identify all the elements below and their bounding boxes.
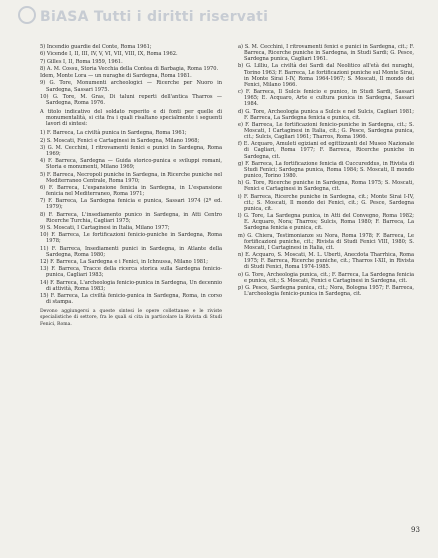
text-paragraph: 4) F. Barreca, Sardegna — Guida storico-punica e sviluppi romani, Storia e monumenti, Milano 1969; — [40, 158, 222, 171]
text-paragraph: 13) F. Barreca, Tracce della ricerca storica sulla Sardegna fenicio-punica, Cagliari 1983; — [40, 266, 222, 279]
text-paragraph: 10) G. Tore, M. Gras, Di taluni reperti dell'antica Tharros — Sardegna, Roma 1976. — [40, 93, 222, 106]
text-paragraph: 10) F. Barreca, Le fortificazioni fenicio-puniche in Sardegna, Roma 1978; — [40, 232, 222, 245]
page-number: 93 — [411, 526, 420, 534]
text-paragraph: d) G. Tore, Archeologia punica a Sulcis e nel Sulcis, Cagliari 1981; F. Barreca, La Sardegna fenicia e punica, cit. — [238, 108, 414, 121]
text-paragraph: g) F. Barreca, La fortificazione fenicia di Cuccureddus, in Rivista di Studi Fenici; Sardegna punica, Roma 1984; S. Moscati, Il mondo punico, Torino 1980. — [238, 160, 414, 179]
text-paragraph: h) G. Tore, Ricerche puniche in Sardegna, Roma 1975; S. Moscati, Fenici e Cartaginesi in Sardegna, cit. — [238, 180, 414, 193]
text-paragraph: A titolo indicativo del soldato reperito e di fonti per quelle di monumentalità, si cita fra i quali risaltano specialmente i seguenti lavori di sintesi: — [40, 108, 222, 128]
text-paragraph: 9) S. Moscati, I Cartaginesi in Italia, Milano 1977; — [40, 225, 170, 232]
left-column — [40, 44, 222, 329]
text-paragraph: 6) Vicende I, II, III, IV, V, VI, VII, VIII, IX, Roma 1962. — [40, 51, 178, 58]
text-paragraph: m) G. Chiera, Testimonianze su Nora, Roma 1978; F. Barreca, Le fortificazioni puniche, cit.; Rivista di Studi Fenici VIII, 1980; S. Moscati, I Cartaginesi in Italia, cit. — [238, 232, 414, 251]
text-paragraph: c) F. Barreca, Il Sulcis fenicio e punico, in Studi Sardi, Sassari 1965; E. Acquaro, Arte e cultura punica in Sardegna, Sassari 1984. — [238, 89, 414, 108]
text-paragraph: 1) F. Barreca, La civiltà punica in Sardegna, Roma 1961; — [40, 130, 187, 137]
text-paragraph: 8) F. Barreca, L'insediamento punico in Sardegna, in Atti Centro Ricerche Turchia, Cagliari 1975; — [40, 211, 222, 224]
text-paragraph: f) E. Acquaro, Amuleti egiziani ed egittizzanti del Museo Nazionale di Cagliari, Roma 1977; F. Barreca, Ricerche puniche in Sardegna, cit. — [238, 141, 414, 160]
text-paragraph: 12) F. Barreca, La Sardegna e i Fenici, in Ichnussa, Milano 1981; — [40, 259, 209, 266]
text-paragraph: 5) F. Barreca, Necropoli puniche in Sardegna, in Ricerche puniche nel Mediterraneo Centrale, Roma 1970; — [40, 171, 222, 184]
watermark — [18, 6, 268, 25]
watermark-text: BiASA Tutti i diritti riservati — [40, 9, 269, 25]
text-paragraph: 5) Incendio guardie del Conte, Roma 1961; — [40, 44, 152, 50]
text-paragraph: 15) F. Barreca, La civiltà fenicio-punica in Sardegna, Roma, in corso di stampa. — [40, 293, 222, 306]
text-paragraph: 7) F. Barreca, La Sardegna fenicia e punica, Sassari 1974 (2ª ed. 1979); — [40, 198, 222, 211]
right-column — [238, 44, 414, 298]
text-paragraph: i) F. Barreca, Ricerche puniche in Sardegna, cit.; Monte Sirai I-IV, cit.; S. Moscati, Il mondo dei Fenici, cit.; G. Pesce, Sardegna punica, cit. — [238, 193, 414, 212]
text-paragraph: Idem, Monte Lora — un nuraghe di Sardegna, Roma 1981. — [40, 73, 192, 80]
text-paragraph: 14) F. Barreca, L'archeologia fenicio-punica in Sardegna, Un decennio di attività, Roma 1983; — [40, 279, 222, 292]
text-paragraph: e) F. Barreca, Le fortificazioni fenicio-puniche in Sardegna, cit.; S. Moscati, I Cartaginesi in Italia, cit.; G. Pesce, Sardegna punica, cit.; Sulcis, Cagliari 1961; Tharros, Roma 1966. — [238, 121, 414, 141]
watermark-logo-icon — [18, 6, 36, 24]
text-paragraph: Devono aggiungersi a queste sintesi le opere collettanee e le riviste specialistiche di settore, fra le quali si cita in particolare la Rivista di Studi Fenici, Roma. — [40, 309, 222, 327]
text-paragraph: 8) A. M. Cossu, Storia Vecchia della Contea di Barbagia, Roma 1970. — [40, 65, 219, 72]
text-paragraph: 9) G. Tore, Monumenti archeologici — Ricerche per Nuoro in Sardegna, Sassari 1975. — [40, 80, 222, 93]
text-paragraph: 3) G. M. Cecchini, I ritrovamenti fenici e punici in Sardegna, Roma 1969; — [40, 144, 222, 157]
text-paragraph: l) G. Tore, La Sardegna punica, in Atti del Convegno, Roma 1982; E. Acquaro, Nora; Tharros; Sulcis, Roma 1980; F. Barreca, La Sardegna fenicia e punica, cit. — [238, 213, 414, 232]
text-paragraph: b) G. Lilliu, La civiltà dei Sardi dal Neolitico all'età dei nuraghi, Torino 1963; F. Barreca, Le fortificazioni puniche sul Monte Sirai, in Monte Sirai I-IV, Roma 1964-1967; S. Moscati, Il mondo dei Fenici, Milano 1966. — [238, 63, 414, 88]
text-paragraph: 2) S. Moscati, Fenici e Cartaginesi in Sardegna, Milano 1968; — [40, 137, 200, 144]
text-paragraph: a) S. M. Cecchini, I ritrovamenti fenici e punici in Sardegna, cit.; F. Barreca, Ricerche puniche in Sardegna, in Studi Sardi; G. Pesce, Sardegna punica, Cagliari 1961. — [238, 44, 414, 63]
text-paragraph: p) G. Pesce, Sardegna punica, cit.; Nora, Bologna 1957; F. Barreca, L'archeologia fenicio-punica in Sardegna, cit. — [238, 284, 414, 297]
text-paragraph: 7) Gilles I, II, Roma 1959, 1961. — [40, 58, 123, 65]
text-paragraph: 11) F. Barreca, Insediamenti punici in Sardegna, in Atlante della Sardegna, Roma 1980; — [40, 245, 222, 258]
text-paragraph: 6) F. Barreca, L'espansione fenicia in Sardegna, in L'espansione fenicia nel Mediterraneo, Roma 1971; — [40, 184, 222, 198]
text-paragraph: n) E. Acquaro, S. Moscati, M. L. Uberti, Anecdota Tharrhica, Roma 1975; F. Barreca, Ricerche puniche, cit.; Tharros I-XII, in Rivista di Studi Fenici, Roma 1974-1985. — [238, 252, 414, 271]
text-paragraph: o) G. Tore, Archeologia punica, cit.; F. Barreca, La Sardegna fenicia e punica, cit.; S. Moscati, Fenici e Cartaginesi in Sardegna, cit. — [238, 271, 414, 284]
